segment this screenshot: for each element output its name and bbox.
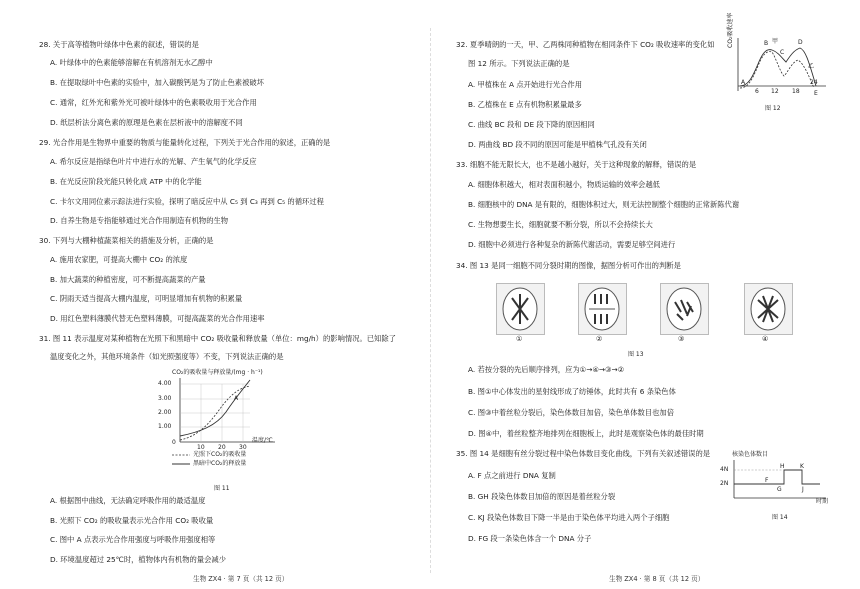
q28-option-b: B. 在提取绿叶中色素的实验中，加入碳酸钙是为了防止色素被破坏 bbox=[50, 78, 264, 87]
q34-stem: 34. 图 13 是同一细胞不同分裂时期的图像，据图分析可作出的判断是 bbox=[456, 261, 681, 270]
q30-option-d: D. 用红色塑料薄膜代替无色塑料薄膜，可提高蔬菜的光合作用速率 bbox=[50, 314, 265, 323]
fig12-label-e: E bbox=[814, 90, 818, 97]
fig12-label-c: C bbox=[780, 49, 785, 56]
q29-option-d: D. 自养生物是专指能够通过光合作用制造有机物的生物 bbox=[50, 216, 229, 225]
fig11-xlabel: 温度/℃ bbox=[252, 437, 273, 444]
q33-stem: 33. 细胞不能无限长大，也不是越小越好，关于这种现象的解释，错误的是 bbox=[456, 160, 697, 169]
fig12-xtick: 12 bbox=[771, 88, 779, 95]
cell-label-1: ① bbox=[516, 335, 523, 343]
fig11-xtick: 30 bbox=[239, 444, 247, 451]
cell-2-drawing bbox=[579, 284, 626, 334]
cell-4-drawing bbox=[745, 284, 792, 334]
figure-12-caption: 图 12 bbox=[765, 105, 781, 112]
fig12-label-b: B bbox=[764, 40, 769, 47]
fig14-label-f: F bbox=[765, 477, 769, 484]
q35-option-c: C. KJ 段染色体数目下降一半是由于染色体平均进入两个子细胞 bbox=[468, 513, 670, 522]
fig14-ytick-4n: 4N bbox=[720, 466, 729, 473]
fig12-series-yi: 乙 bbox=[808, 63, 815, 70]
fig12-xtick: 24 bbox=[810, 79, 818, 86]
fig12-ylabel: CO₂吸收速率 bbox=[727, 12, 734, 48]
fig11-legend-dark: 黑暗中CO₂的释放量 bbox=[193, 460, 247, 467]
q31-option-b: B. 光照下 CO₂ 的吸收量表示光合作用 CO₂ 吸收量 bbox=[50, 516, 214, 525]
q32-option-b: B. 乙植株在 E 点有机物积累量最多 bbox=[468, 100, 582, 109]
fig11-xtick: 20 bbox=[218, 444, 226, 451]
cell-1-drawing bbox=[497, 284, 544, 334]
q35-option-b: B. GH 段染色体数目加倍的原因是着丝粒分裂 bbox=[468, 492, 616, 501]
fig11-origin: 0 bbox=[172, 439, 176, 446]
cell-image-4 bbox=[744, 283, 793, 335]
legend-swatches bbox=[172, 450, 192, 470]
cell-3-drawing bbox=[661, 284, 708, 334]
figure-12 bbox=[727, 12, 830, 100]
fig11-ytick: 4.00 bbox=[158, 380, 172, 387]
q32-stem-line1: 32. 夏季晴朗的一天，甲、乙两株同种植物在相同条件下 CO₂ 吸收速率的变化如 bbox=[456, 40, 715, 49]
figure-11-title: CO₂的吸收量与释放量/(mg · h⁻¹) bbox=[172, 369, 263, 376]
left-footer: 生物 ZX4 · 第 7 页（共 12 页） bbox=[193, 575, 289, 583]
q30-stem: 30. 下列与大棚种植蔬菜相关的措施及分析，正确的是 bbox=[39, 236, 214, 245]
q30-option-b: B. 加大蔬菜的种植密度，可不断提高蔬菜的产量 bbox=[50, 275, 206, 284]
q33-option-b: B. 细胞核中的 DNA 是有限的，细胞体积过大，则无法控制整个细胞的正常新陈代谢 bbox=[468, 200, 740, 209]
fig14-ylabel: 核染色体数目 bbox=[732, 451, 769, 458]
q29-stem: 29. 光合作用是生物界中重要的物质与能量转化过程，下列关于光合作用的叙述，正确的是 bbox=[39, 138, 331, 147]
q35-option-d: D. FG 段一条染色体含一个 DNA 分子 bbox=[468, 534, 592, 543]
fig12-xtick: 18 bbox=[792, 88, 800, 95]
q32-option-a: A. 甲植株在 A 点开始进行光合作用 bbox=[468, 80, 582, 89]
q32-option-d: D. 两曲线 BD 段不同的原因可能是甲植株气孔没有关闭 bbox=[468, 140, 647, 149]
fig11-point-a: A bbox=[234, 395, 239, 402]
q30-option-a: A. 施用农家肥，可提高大棚中 CO₂ 的浓度 bbox=[50, 255, 188, 264]
cell-label-4: ④ bbox=[762, 335, 769, 343]
figure-11-caption: 图 11 bbox=[214, 485, 230, 492]
figure-14 bbox=[722, 452, 832, 512]
fig14-label-h: H bbox=[780, 463, 785, 470]
dark-release-curve bbox=[180, 380, 250, 436]
figure-14-caption: 图 14 bbox=[772, 514, 788, 521]
q28-option-a: A. 叶绿体中的色素能够溶解在有机溶剂无水乙醇中 bbox=[50, 58, 213, 67]
q28-stem: 28. 关于高等植物叶绿体中色素的叙述，错误的是 bbox=[39, 40, 199, 49]
q35-option-a: A. F 点之前进行 DNA 复制 bbox=[468, 471, 556, 480]
q29-option-a: A. 希尔反应是指绿色叶片中进行水的光解、产生氧气的化学反应 bbox=[50, 157, 257, 166]
chromosome-count-line bbox=[734, 470, 820, 484]
cell-image-3 bbox=[660, 283, 709, 335]
q35-stem: 35. 图 14 是细胞有丝分裂过程中染色体数目变化曲线，下列有关叙述错误的是 bbox=[456, 449, 711, 458]
fig14-xlabel: 时期 bbox=[816, 498, 829, 505]
q33-option-c: C. 生物想要生长，细胞就要不断分裂，所以不会持续长大 bbox=[468, 220, 653, 229]
q31-option-d: D. 环境温度超过 25℃时，植物体内有机物的量会减少 bbox=[50, 555, 226, 564]
q31-stem-line1: 31. 图 11 表示温度对某种植物在光照下和黑暗中 CO₂ 吸收量和释放量（单位：mg/h）的影响情况。已知除了 bbox=[39, 334, 396, 343]
fig14-label-j: J bbox=[802, 486, 804, 493]
q34-option-b: B. 图①中心体发出的星射线形成了纺锤体，此时共有 6 条染色体 bbox=[468, 387, 676, 396]
q34-option-d: D. 图④中，着丝粒整齐地排列在细胞板上，此时是观察染色体的最佳时期 bbox=[468, 429, 704, 438]
q29-option-b: B. 在光反应阶段光能只转化成 ATP 中的化学能 bbox=[50, 177, 202, 186]
q34-option-c: C. 图③中着丝粒分裂后，染色体数目加倍，染色单体数目也加倍 bbox=[468, 408, 674, 417]
q33-option-d: D. 细胞中必须进行各种复杂的新陈代谢活动，需要足够空间进行 bbox=[468, 240, 676, 249]
q32-stem-line2: 图 12 所示。下列说法正确的是 bbox=[468, 59, 570, 68]
fig11-legend-light: 光照下CO₂的吸收量 bbox=[193, 451, 247, 458]
fig12-label-a: A bbox=[741, 79, 746, 86]
fig11-xtick: 10 bbox=[197, 444, 205, 451]
q31-option-c: C. 图中 A 点表示光合作用强度与呼吸作用强度相等 bbox=[50, 535, 216, 544]
fig11-ytick: 2.00 bbox=[158, 409, 172, 416]
column-divider bbox=[430, 28, 431, 573]
fig14-label-g: G bbox=[777, 486, 782, 493]
fig12-label-d: D bbox=[798, 39, 803, 46]
q33-option-a: A. 细胞体积越大，相对表面积越小，物质运输的效率会越低 bbox=[468, 180, 660, 189]
fig12-series-jia: 甲 bbox=[772, 38, 779, 45]
cell-image-2 bbox=[578, 283, 627, 335]
q31-stem-line2: 温度变化之外，其他环境条件（如光照强度等）不变，下列说法正确的是 bbox=[50, 352, 284, 361]
q28-option-d: D. 纸层析法分离色素的原理是色素在层析液中的溶解度不同 bbox=[50, 118, 243, 127]
figure-11 bbox=[150, 370, 290, 480]
fig11-ytick: 3.00 bbox=[158, 395, 172, 402]
cell-image-1 bbox=[496, 283, 545, 335]
q30-option-c: C. 阴雨天适当提高大棚内温度，可明显增加有机物的积累量 bbox=[50, 294, 243, 303]
q34-option-a: A. 若按分裂的先后顺序排列，应为①→④→③→② bbox=[468, 365, 625, 374]
q29-option-c: C. 卡尔文用同位素示踪法进行实验，探明了暗反应中从 C₅ 到 C₃ 再到 C₅ 的循环过程 bbox=[50, 197, 324, 206]
fig14-label-k: K bbox=[800, 463, 804, 470]
cell-label-3: ③ bbox=[678, 335, 685, 343]
cell-label-2: ② bbox=[596, 335, 603, 343]
q28-option-c: C. 通常，红外光和紫外光可被叶绿体中的色素吸收用于光合作用 bbox=[50, 98, 257, 107]
figure-13-caption: 图 13 bbox=[628, 351, 644, 358]
fig12-xtick: 6 bbox=[755, 88, 759, 95]
fig11-ytick: 1.00 bbox=[158, 423, 172, 430]
q31-option-a: A. 根据图中曲线，无法确定呼吸作用的最适温度 bbox=[50, 496, 206, 505]
fig14-ytick-2n: 2N bbox=[720, 480, 729, 487]
right-footer: 生物 ZX4 · 第 8 页（共 12 页） bbox=[609, 575, 705, 583]
curve-yi bbox=[740, 52, 814, 88]
q32-option-c: C. 曲线 BC 段和 DE 段下降的原因相同 bbox=[468, 120, 595, 129]
